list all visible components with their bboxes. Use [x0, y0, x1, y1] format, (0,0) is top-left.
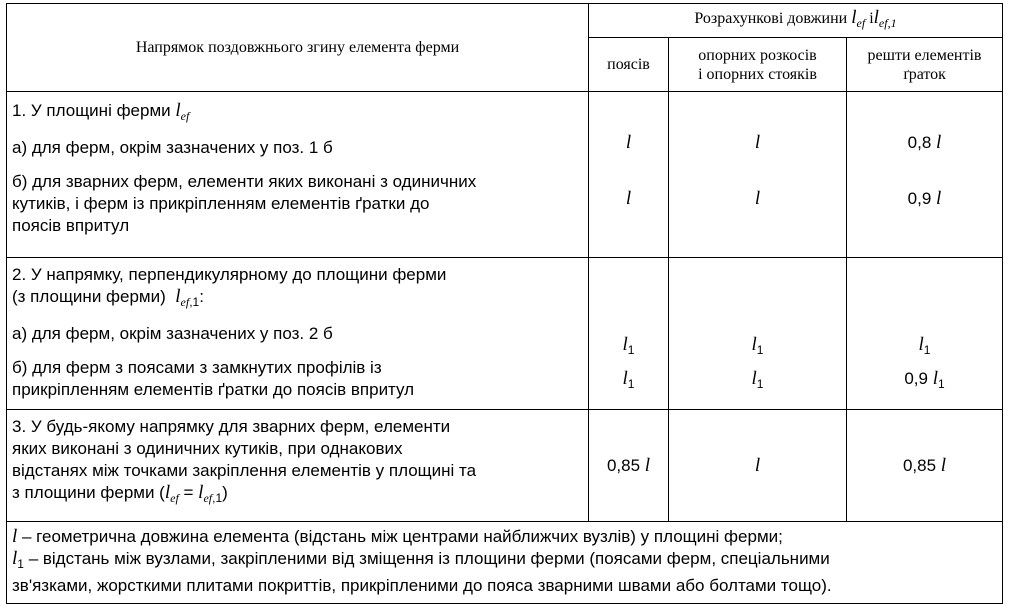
section-1-row-b-line-3: поясів впритул	[12, 216, 130, 235]
section-2-title-symbol: l	[175, 286, 181, 307]
s2-a-other-sym: l	[918, 334, 924, 355]
section-1-other	[847, 92, 1003, 258]
section-2-row-a: а) для ферм, окрім зазначених у поз. 2 б	[12, 324, 333, 343]
section-1-chords	[589, 92, 669, 258]
footnote	[7, 522, 1003, 604]
s1-a-chords: l	[625, 132, 632, 153]
effective-length-table	[6, 3, 1003, 604]
section-1-row-b-line-2: кутиків, і ферм із прикріпленням елементів ґратки до	[12, 194, 430, 213]
header-row-1	[7, 4, 1003, 38]
section-1-description	[7, 92, 589, 258]
s3-support-sym: l	[754, 454, 761, 476]
section-1-row	[7, 92, 1003, 258]
s2-b-support	[669, 368, 846, 390]
s1-a-other-num: 0,8	[907, 133, 932, 152]
footnote-line-2	[12, 548, 997, 575]
section-3-chords	[589, 410, 669, 522]
s2-b-other-num: 0,9	[904, 369, 928, 388]
s2-a-support-sym: l	[751, 334, 757, 355]
footnote-line-1	[12, 526, 997, 548]
s1-a-other-sym: l	[936, 132, 942, 153]
group-header	[589, 4, 1003, 38]
group-symbol-1: l	[851, 7, 857, 28]
s1-b-other-sym: l	[936, 188, 942, 209]
footnote-line-1-sym: l	[12, 526, 18, 547]
section-2-row-b-line-2: прикріпленням елементів ґратки до поясів впритул	[12, 380, 415, 399]
section-3-row	[7, 410, 1003, 522]
section-2-row	[7, 258, 1003, 410]
footnote-line-1-text: – геометрична довжина елемента (відстань між центрами найближчих вузлів) у площині ферми;	[17, 527, 783, 546]
col-support-label-2: і опорних стояків	[698, 65, 817, 83]
col-chords-label: поясів	[607, 56, 650, 73]
s2-a-chords-sub: 1	[627, 343, 635, 357]
section-1-title-symbol-sub: ef	[180, 109, 190, 123]
s2-b-support-sub: 1	[756, 377, 764, 391]
s3-other-num: 0,85	[902, 455, 937, 475]
section-1-title-text: 1. У площині ферми	[12, 101, 171, 120]
col-support-label-1: опорних розкосів	[698, 46, 817, 64]
section-2-title-line-2	[12, 286, 588, 313]
s2-a-support	[669, 334, 846, 356]
s2-b-chords	[589, 368, 668, 390]
section-3-support	[669, 410, 847, 522]
s1-b-other	[847, 188, 1002, 210]
section-2-support	[669, 258, 847, 410]
footnote-row	[7, 522, 1003, 604]
section-3-description	[7, 410, 589, 522]
footnote-line-2-text: – відстань між вузлами, закріпленими від зміщення із площини ферми (поясами ферм, спеціальними	[23, 549, 830, 568]
section-2-other	[847, 258, 1003, 410]
section-2-title-symbol-sub: ef	[180, 295, 190, 309]
section-1-title	[12, 100, 588, 127]
direction-header-label: Напрямок поздовжнього згину елемента ферми	[135, 39, 460, 56]
section-3-close: )	[222, 483, 228, 502]
s2-b-other-sub: 1	[937, 377, 945, 391]
section-2-description	[7, 258, 589, 410]
section-3-sym-2-subn: ,1	[212, 491, 223, 505]
group-symbol-1-sub: ef	[856, 16, 866, 30]
section-2-chords	[589, 258, 669, 410]
s2-b-other-sym: l	[932, 368, 938, 389]
section-3-other	[847, 410, 1003, 522]
s3-chords-num: 0,85	[606, 455, 641, 475]
col-other-label-2: ґраток	[903, 65, 946, 83]
section-3-eq: =	[178, 483, 199, 502]
s1-a-other	[847, 132, 1002, 154]
section-2-title-symbol-subn: ,1	[189, 295, 200, 309]
section-2-row-b-line-1: б) для ферм з поясами з замкнутих профілів із	[12, 358, 382, 377]
footnote-line-2-sym: l	[12, 548, 18, 569]
group-conj: і	[869, 10, 874, 27]
s1-b-other-num: 0,9	[907, 189, 932, 208]
section-1-title-symbol: l	[175, 100, 181, 121]
section-3-line-4	[12, 482, 588, 509]
s2-b-support-sym: l	[751, 368, 757, 389]
section-1-row-b-line-1: б) для зварних ферм, елементи яких виконані з одиничних	[12, 172, 477, 191]
s2-a-support-sub: 1	[756, 343, 764, 357]
s2-b-chords-sym: l	[622, 368, 628, 389]
section-3-sym-1: l	[164, 482, 171, 503]
group-symbol-2: l	[873, 7, 879, 28]
group-symbol-2-sub: ef,1	[878, 16, 897, 30]
s2-b-chords-sub: 1	[627, 377, 635, 391]
section-3-sym-2: l	[198, 482, 204, 503]
group-header-label: Розрахункові довжини	[694, 10, 848, 27]
col-other-label-1: решти елементів	[867, 46, 982, 64]
s2-a-other	[847, 334, 1002, 356]
section-3-sym-2-sub: ef	[203, 491, 213, 505]
s2-a-other-sub: 1	[923, 343, 931, 357]
section-2-title-line-2-text: (з площини ферми)	[12, 287, 166, 306]
s1-b-support: l	[754, 188, 761, 209]
section-3-sym-1-sub: ef	[170, 491, 179, 505]
s3-other-sym: l	[940, 454, 947, 476]
section-3-line-3: відстанях між точками закріплення елементів у площині та	[12, 461, 477, 480]
s1-a-support: l	[754, 132, 761, 153]
footnote-line-3: зв'язками, жорсткими плитами покриттів, прикріпленими до пояса зварними швами або болтами тощо).	[12, 576, 832, 595]
col-support-header	[669, 38, 847, 92]
s1-b-chords: l	[625, 188, 632, 209]
s2-a-chords-sym: l	[622, 334, 628, 355]
direction-header	[7, 4, 589, 92]
section-3-line-1: 3. У будь-якому напрямку для зварних ферм, елементи	[12, 417, 451, 436]
section-3-line-2: яких виконані з одиничних кутиків, при однакових	[12, 439, 403, 458]
section-1-row-a: а) для ферм, окрім зазначених у поз. 1 б	[12, 138, 333, 157]
section-2-title-colon: :	[199, 287, 204, 306]
footnote-line-2-sub: 1	[17, 557, 24, 571]
s2-a-chords	[589, 334, 668, 356]
section-3-line-4-text: з площини ферми (	[12, 483, 165, 502]
section-2-title-line-1: 2. У напрямку, перпендикулярному до площини ферми	[12, 265, 447, 284]
col-chords-header	[589, 38, 669, 92]
s3-chords-sym: l	[644, 454, 651, 476]
s2-b-other	[847, 368, 1002, 390]
col-other-header	[847, 38, 1003, 92]
section-1-support	[669, 92, 847, 258]
